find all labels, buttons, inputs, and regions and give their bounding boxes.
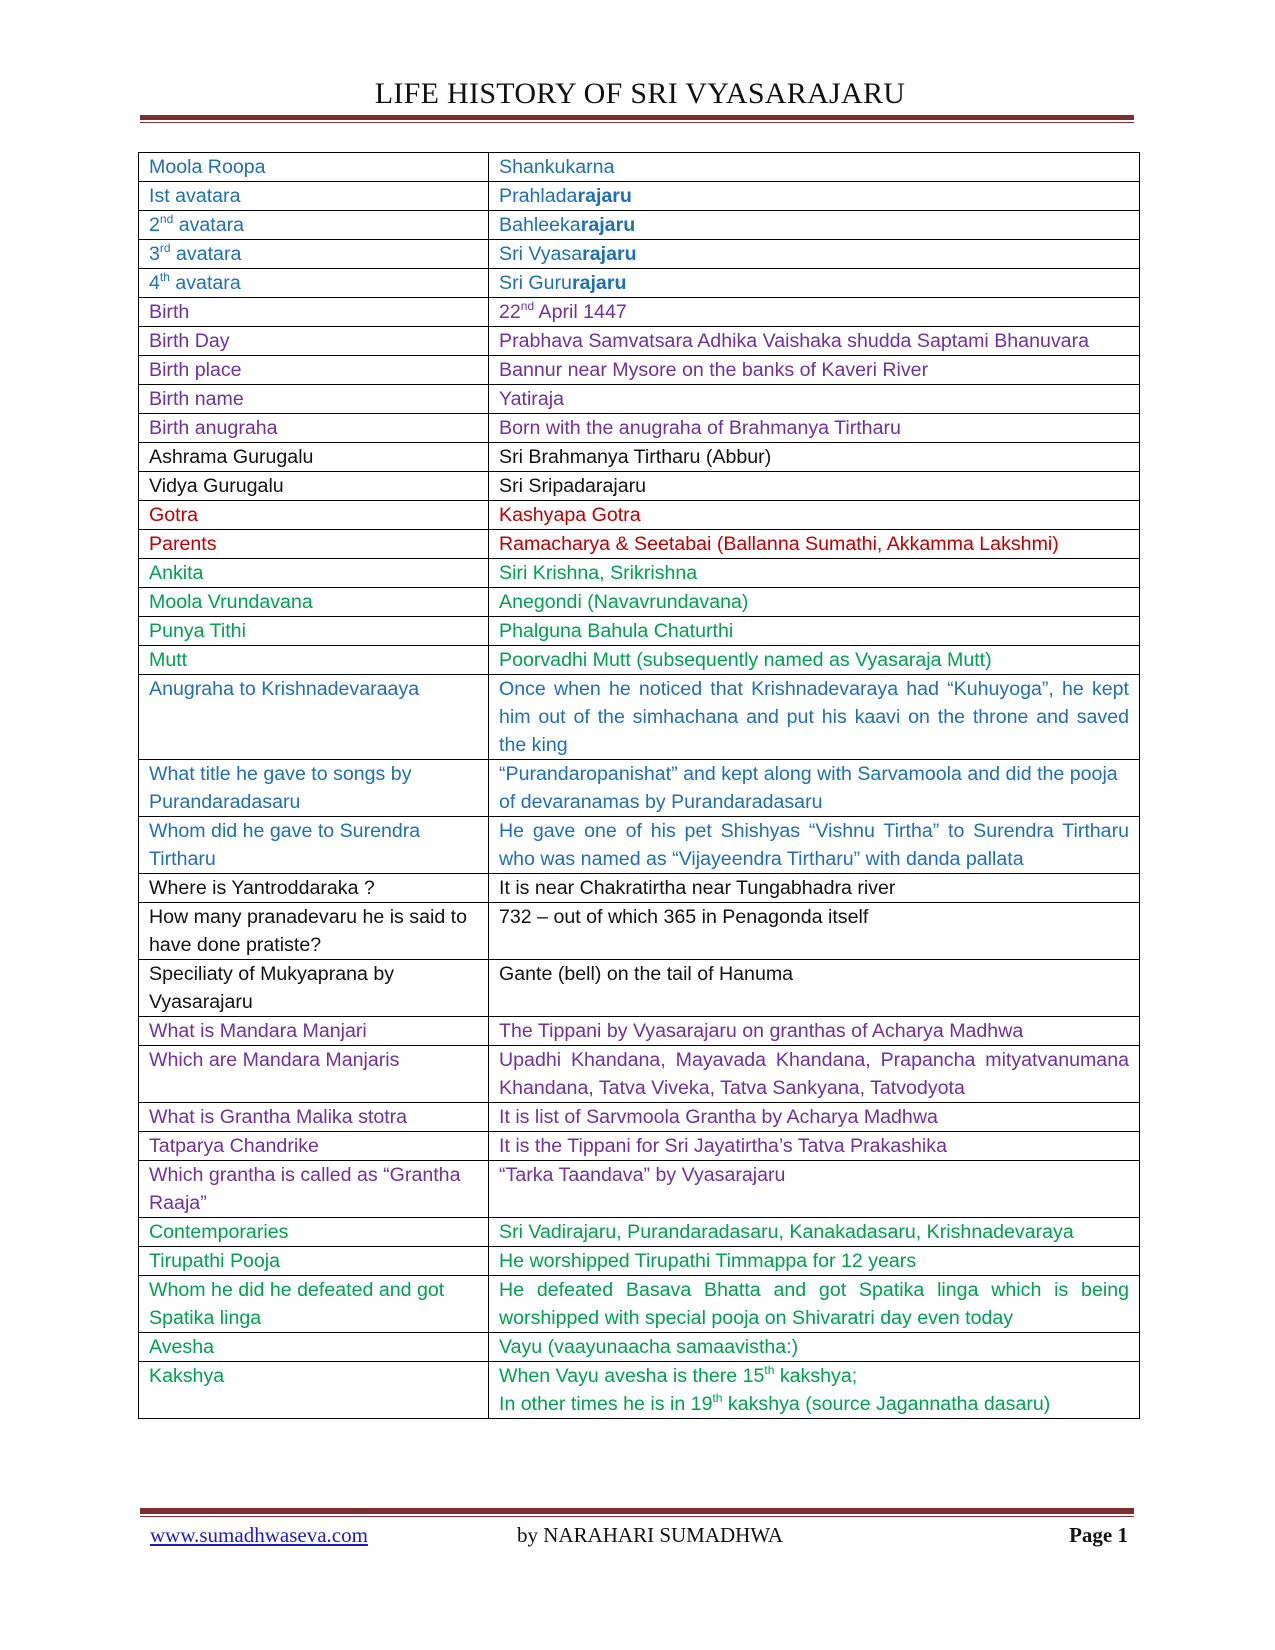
row-value: The Tippani by Vyasarajaru on granthas of Acharya Madhwa bbox=[489, 1017, 1140, 1046]
text-fragment: Bahleeka bbox=[499, 214, 581, 236]
table-row bbox=[139, 817, 1140, 874]
table-row bbox=[139, 760, 1140, 817]
row-label bbox=[139, 269, 489, 298]
row-label: Birth place bbox=[139, 356, 489, 385]
row-value: He gave one of his pet Shishyas “Vishnu Tirtha” to Surendra Tirtharu who was named as “Vijayeendra Tirtharu” with danda pallata bbox=[489, 817, 1140, 874]
row-label: Ashrama Gurugalu bbox=[139, 443, 489, 472]
table-row bbox=[139, 1132, 1140, 1161]
row-value: Bannur near Mysore on the banks of Kaveri River bbox=[489, 356, 1140, 385]
row-value: Vayu (vaayunaacha samaavistha:) bbox=[489, 1333, 1140, 1362]
table-row bbox=[139, 298, 1140, 327]
row-value: Once when he noticed that Krishnadevaraya had “Kuhuyoga”, he kept him out of the simhachana and put his kaavi on the throne and saved the king bbox=[489, 675, 1140, 760]
table-row bbox=[139, 960, 1140, 1017]
text-fragment: 4 bbox=[149, 272, 160, 294]
row-label: Ankita bbox=[139, 559, 489, 588]
row-value: Ramacharya & Seetabai (Ballanna Sumathi, Akkamma Lakshmi) bbox=[489, 530, 1140, 559]
row-value: Anegondi (Navavrundavana) bbox=[489, 588, 1140, 617]
table-row bbox=[139, 1103, 1140, 1132]
row-label: Mutt bbox=[139, 646, 489, 675]
row-value: Kashyapa Gotra bbox=[489, 501, 1140, 530]
table-row bbox=[139, 182, 1140, 211]
text-fragment: avatara bbox=[169, 272, 241, 294]
footer-rule bbox=[140, 1508, 1134, 1514]
text-fragment: 22 bbox=[499, 301, 521, 323]
row-value bbox=[489, 269, 1140, 298]
table-row bbox=[139, 240, 1140, 269]
row-value: Prabhava Samvatsara Adhika Vaishaka shudda Saptami Bhanuvara bbox=[489, 327, 1140, 356]
row-value: He worshipped Tirupathi Timmappa for 12 years bbox=[489, 1247, 1140, 1276]
table-row bbox=[139, 211, 1140, 240]
table-row bbox=[139, 646, 1140, 675]
text-fragment: Sri Vyasa bbox=[499, 243, 583, 265]
table-row bbox=[139, 1046, 1140, 1103]
table-row bbox=[139, 617, 1140, 646]
row-label: Whom he did he defeated and got Spatika linga bbox=[139, 1276, 489, 1333]
row-value: Yatiraja bbox=[489, 385, 1140, 414]
table-row bbox=[139, 327, 1140, 356]
text-fragment: 2 bbox=[149, 214, 160, 236]
row-value bbox=[489, 1362, 1140, 1419]
table-row bbox=[139, 559, 1140, 588]
row-value: Born with the anugraha of Brahmanya Tirtharu bbox=[489, 414, 1140, 443]
table-body bbox=[139, 153, 1140, 1419]
row-label: Where is Yantroddaraka ? bbox=[139, 874, 489, 903]
table-row bbox=[139, 414, 1140, 443]
text-fragment: When Vayu avesha is there 15 bbox=[499, 1365, 765, 1387]
text-fragment: kakshya (source Jagannatha dasaru) bbox=[722, 1393, 1051, 1415]
row-value: Sri Brahmanya Tirtharu (Abbur) bbox=[489, 443, 1140, 472]
row-label: Speciliaty of Mukyaprana by Vyasarajaru bbox=[139, 960, 489, 1017]
table-row bbox=[139, 1247, 1140, 1276]
table-row bbox=[139, 385, 1140, 414]
table-row bbox=[139, 472, 1140, 501]
website-link[interactable]: www.sumadhwaseva.com bbox=[150, 1523, 368, 1547]
row-label bbox=[139, 211, 489, 240]
table-row bbox=[139, 675, 1140, 760]
row-value: Upadhi Khandana, Mayavada Khandana, Prapancha mityatvanumana Khandana, Tatva Viveka, Tatva Sankyana, Tatvodyota bbox=[489, 1046, 1140, 1103]
table-row bbox=[139, 1017, 1140, 1046]
row-label: Kakshya bbox=[139, 1362, 489, 1419]
row-value: “Tarka Taandava” by Vyasarajaru bbox=[489, 1161, 1140, 1218]
row-label: Gotra bbox=[139, 501, 489, 530]
text-fragment: Prahlada bbox=[499, 185, 578, 207]
table-row bbox=[139, 443, 1140, 472]
row-value: 732 – out of which 365 in Penagonda itself bbox=[489, 903, 1140, 960]
table-row bbox=[139, 588, 1140, 617]
row-value: “Purandaropanishat” and kept along with Sarvamoola and did the pooja of devaranamas by Purandaradasaru bbox=[489, 760, 1140, 817]
row-value: It is list of Sarvmoola Grantha by Acharya Madhwa bbox=[489, 1103, 1140, 1132]
superscript-text: rd bbox=[159, 241, 171, 255]
table-row bbox=[139, 530, 1140, 559]
table-row bbox=[139, 1362, 1140, 1419]
row-value: Siri Krishna, Srikrishna bbox=[489, 559, 1140, 588]
row-value: It is the Tippani for Sri Jayatirtha’s Tatva Prakashika bbox=[489, 1132, 1140, 1161]
table-row bbox=[139, 501, 1140, 530]
row-value bbox=[489, 211, 1140, 240]
row-label: Birth anugraha bbox=[139, 414, 489, 443]
text-fragment: kakshya; bbox=[774, 1365, 858, 1387]
text-fragment: In other times he is in 19 bbox=[499, 1393, 713, 1415]
row-label bbox=[139, 182, 489, 211]
superscript-text: th bbox=[712, 1391, 723, 1405]
row-label: Tirupathi Pooja bbox=[139, 1247, 489, 1276]
row-label: Parents bbox=[139, 530, 489, 559]
text-fragment: 3 bbox=[149, 243, 160, 265]
row-label: Birth bbox=[139, 298, 489, 327]
bold-text: rajaru bbox=[577, 185, 632, 207]
row-label: Vidya Gurugalu bbox=[139, 472, 489, 501]
row-label: Anugraha to Krishnadevaraaya bbox=[139, 675, 489, 760]
row-label: Birth Day bbox=[139, 327, 489, 356]
author-credit: by NARAHARI SUMADHWA bbox=[517, 1523, 784, 1547]
superscript-text: th bbox=[159, 270, 170, 284]
row-label: What title he gave to songs by Purandaradasaru bbox=[139, 760, 489, 817]
row-label: Avesha bbox=[139, 1333, 489, 1362]
table-row bbox=[139, 356, 1140, 385]
text-fragment: April 1447 bbox=[534, 301, 627, 323]
header-rule-thin bbox=[140, 122, 1134, 123]
text-fragment: Ist avatara bbox=[149, 185, 241, 207]
text-fragment: Sri Guru bbox=[499, 272, 572, 294]
row-value: Phalguna Bahula Chaturthi bbox=[489, 617, 1140, 646]
row-value: He defeated Basava Bhatta and got Spatika linga which is being worshipped with special pooja on Shivaratri day even today bbox=[489, 1276, 1140, 1333]
text-fragment: avatara bbox=[173, 214, 245, 236]
table-row bbox=[139, 153, 1140, 182]
table-row bbox=[139, 1218, 1140, 1247]
table-row bbox=[139, 1276, 1140, 1333]
row-label: Tatparya Chandrike bbox=[139, 1132, 489, 1161]
row-label: Contemporaries bbox=[139, 1218, 489, 1247]
page-number: Page 1 bbox=[1069, 1523, 1128, 1547]
table-row bbox=[139, 1161, 1140, 1218]
row-value: Sri Sripadarajaru bbox=[489, 472, 1140, 501]
row-value: It is near Chakratirtha near Tungabhadra river bbox=[489, 874, 1140, 903]
row-label: Punya Tithi bbox=[139, 617, 489, 646]
table-row bbox=[139, 1333, 1140, 1362]
table-row bbox=[139, 903, 1140, 960]
table-row bbox=[139, 269, 1140, 298]
superscript-text: nd bbox=[520, 299, 535, 313]
row-value bbox=[489, 298, 1140, 327]
bold-text: rajaru bbox=[571, 272, 627, 294]
superscript-text: th bbox=[764, 1363, 775, 1377]
row-label: How many pranadevaru he is said to have done pratiste? bbox=[139, 903, 489, 960]
row-label: Which grantha is called as “Grantha Raaja” bbox=[139, 1161, 489, 1218]
superscript-text: nd bbox=[159, 212, 174, 226]
row-label: Birth name bbox=[139, 385, 489, 414]
row-value: Poorvadhi Mutt (subsequently named as Vyasaraja Mutt) bbox=[489, 646, 1140, 675]
life-history-table bbox=[138, 152, 1140, 1419]
row-value bbox=[489, 240, 1140, 269]
text-fragment: avatara bbox=[170, 243, 242, 265]
row-value: Gante (bell) on the tail of Hanuma bbox=[489, 960, 1140, 1017]
row-label bbox=[139, 240, 489, 269]
table-row bbox=[139, 874, 1140, 903]
document-title: LIFE HISTORY OF SRI VYASARAJARU bbox=[374, 77, 906, 110]
row-label: Moola Vrundavana bbox=[139, 588, 489, 617]
bold-text: rajaru bbox=[580, 214, 636, 236]
row-label: Which are Mandara Manjaris bbox=[139, 1046, 489, 1103]
row-value: Sri Vadirajaru, Purandaradasaru, Kanakadasaru, Krishnadevaraya bbox=[489, 1218, 1140, 1247]
bold-text: rajaru bbox=[582, 243, 637, 265]
row-label: Whom did he gave to Surendra Tirtharu bbox=[139, 817, 489, 874]
footer-rule-thin bbox=[140, 1516, 1134, 1517]
row-label: What is Mandara Manjari bbox=[139, 1017, 489, 1046]
header-rule bbox=[140, 115, 1134, 120]
row-value bbox=[489, 182, 1140, 211]
row-label: What is Grantha Malika stotra bbox=[139, 1103, 489, 1132]
row-value: Shankukarna bbox=[489, 153, 1140, 182]
row-label: Moola Roopa bbox=[139, 153, 489, 182]
